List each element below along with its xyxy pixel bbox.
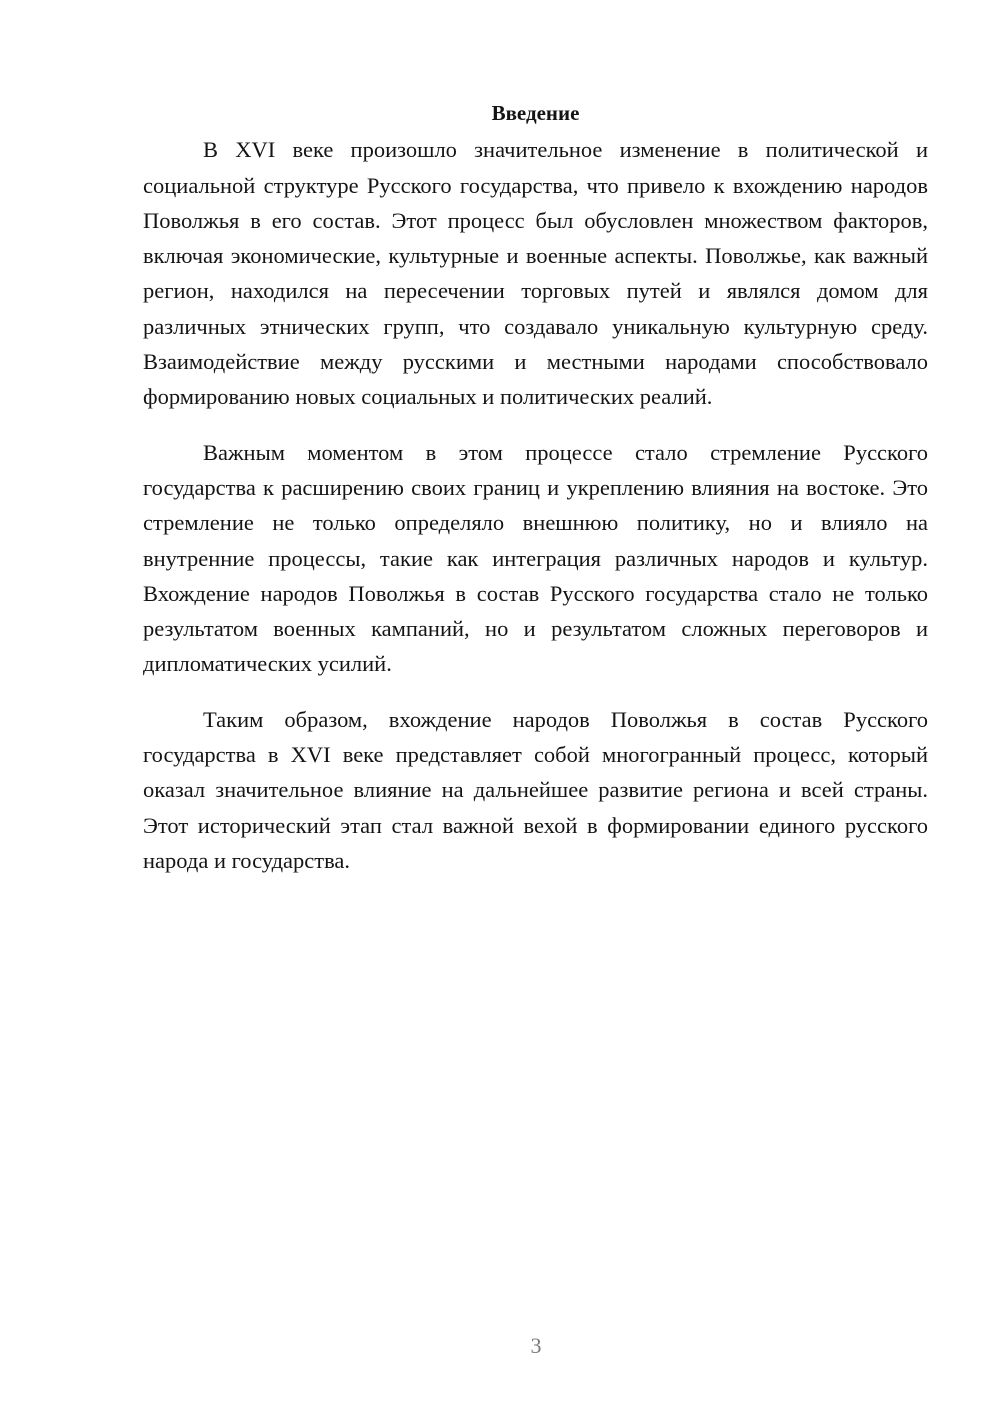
page-body [143, 96, 928, 878]
page-number: 3 [530, 1333, 542, 1358]
page-title: Введение [491, 101, 580, 125]
paragraph-1: В XVI веке произошло значительное изменение в политической и социальной структуре Русского государства, что привело к вхождению народов Поволжья в его состав. Этот процесс был обусловлен множеством факторов, включая экономические, культурные и военные аспекты. Поволжье, как важный регион, находился на пересечении торговых путей и являлся домом для различных этнических групп, что создавало уникальную культурную среду. Взаимодействие между русскими и местными народами способствовало формированию новых социальных и политических реалий. [143, 137, 928, 410]
paragraph-3: Таким образом, вхождение народов Поволжья в состав Русского государства в XVI веке представляет собой многогранный процесс, который оказал значительное влияние на дальнейшее развитие региона и всей страны. Этот исторический этап стал важной вехой в формировании единого русского народа и государства. [143, 706, 928, 873]
paragraph-2: Важным моментом в этом процессе стало стремление Русского государства к расширению своих границ и укреплению влияния на востоке. Это стремление не только определяло внешнюю политику, но и влияло на внутренние процессы, такие как интеграция различных народов и культур. Вхождение народов Поволжья в состав Русского государства стало не только результатом военных кампаний, но и результатом сложных переговоров и дипломатических усилий. [143, 439, 928, 677]
